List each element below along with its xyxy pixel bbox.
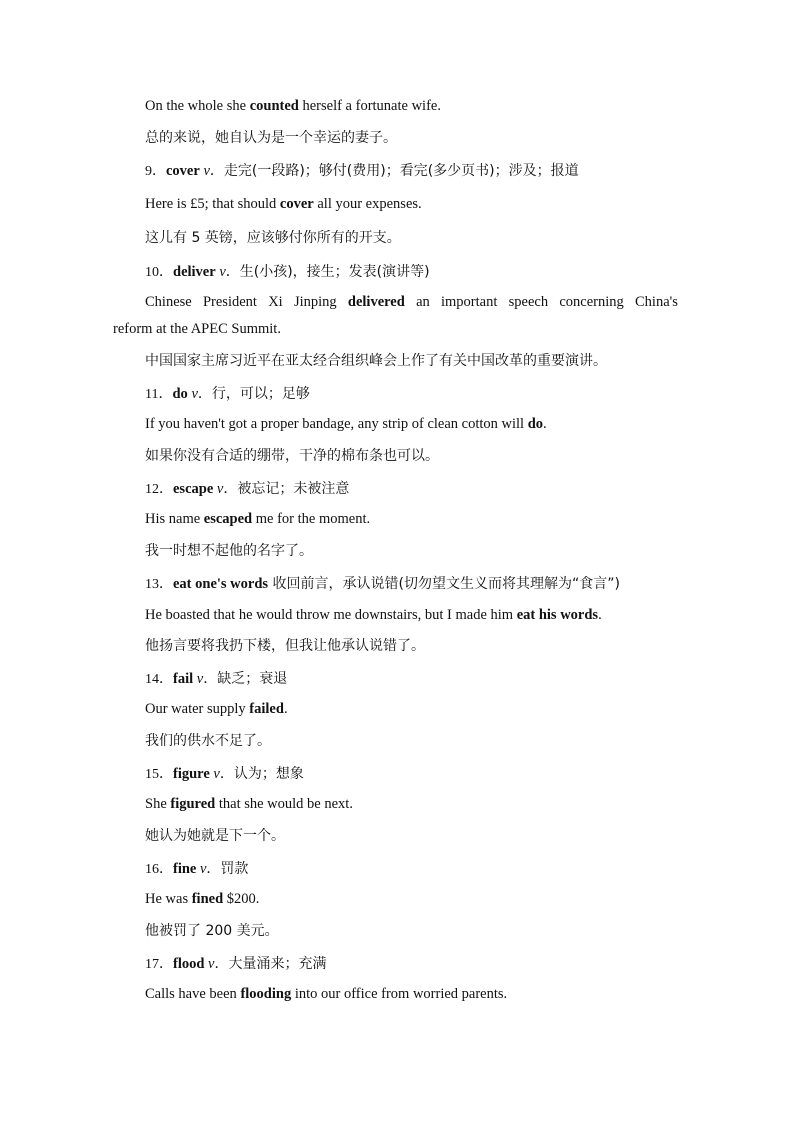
definition: ．罚款 [206,861,249,877]
word: China's [635,294,678,310]
text: He was [145,891,192,907]
text: He boasted that he would throw me downstairs, but I made him [145,607,517,623]
entry-heading [145,479,678,500]
entry-number: 10． [145,265,173,280]
example-sentence-en [145,414,678,434]
word: Jinping [293,294,337,310]
example-sentence-en [145,292,678,312]
text: into our office from worried parents. [291,986,508,1002]
part-of-speech: v [187,386,198,402]
entry-number: 14． [145,672,173,687]
text: Calls have been [145,986,241,1002]
entry-number: 11． [145,387,173,402]
part-of-speech: v [196,861,207,877]
part-of-speech: v [209,766,220,782]
entry-number: 15． [145,767,173,782]
definition: ．大量涌来；充满 [214,956,327,972]
entry-heading [145,384,678,405]
definition: ．生(小孩)，接生；发表(演讲等) [225,264,430,280]
part-of-speech: v [193,671,204,687]
example-sentence-zh: 这儿有 5 英镑，应该够付你所有的开支。 [145,230,401,246]
entry-heading [145,859,678,880]
part-of-speech: v [213,481,224,497]
text: On the whole she [145,98,250,114]
text: . [543,416,547,432]
entry-word: cover [166,163,200,179]
entry-word: escape [173,481,214,497]
keyword: escaped [203,511,253,527]
entry-word: deliver [173,264,216,280]
example-sentence-en [145,699,678,719]
text: Our water supply [145,701,250,717]
text: that she would be next. [215,796,353,812]
part-of-speech: v [199,163,210,179]
example-sentence-zh: 总的来说，她自认为是一个幸运的妻子。 [145,130,397,146]
text: Here is £5; that should [145,196,280,212]
definition: 收回前言，承认说错(切勿望文生义而将其理解为“食言”) [268,576,620,592]
example-sentence-en [145,509,678,529]
word: an [416,294,430,310]
entry-word: figure [173,766,210,782]
part-of-speech: v [204,956,215,972]
example-sentence-en [145,889,678,909]
keyword: failed [249,701,284,717]
entry-number: 12． [145,482,173,497]
text: If you haven't got a proper bandage, any strip of clean cotton will [145,416,528,432]
example-sentence-zh: 她认为她就是下一个。 [145,828,285,844]
text: She [145,796,171,812]
entry-heading [145,574,678,595]
definition: ．走完(一段路)；够付(费用)；看完(多少页书)；涉及；报道 [209,163,579,179]
entry-word: flood [173,956,205,972]
word: Xi [268,294,283,310]
word: concerning [559,294,624,310]
entry-heading [145,669,678,690]
text: . [283,701,288,717]
text: $200. [223,891,260,907]
keyword: counted [249,98,299,114]
example-sentence-en [145,794,678,814]
entry-heading [145,954,678,975]
keyword: cover [279,196,314,212]
keyword: do [527,416,544,432]
definition: ．缺乏；衰退 [203,671,288,687]
definition: ．认为；想象 [219,766,304,782]
example-sentence-en [145,984,678,1004]
example-sentence-zh: 如果你没有合适的绷带，干净的棉布条也可以。 [145,448,439,464]
entry-number: 16． [145,862,173,877]
keyword: fined [191,891,224,907]
example-sentence-zh: 中国国家主席习近平在亚太经合组织峰会上作了有关中国改革的重要演讲。 [145,353,607,369]
text: me for the moment. [252,511,371,527]
text: all your expenses. [313,196,422,212]
text: . [598,607,602,623]
word: President [202,294,257,310]
entry-word: fine [173,861,197,877]
text: His name [145,511,204,527]
entry-number: 13． [145,577,173,592]
entry-number: 9． [145,164,166,179]
entry-word: do [172,386,188,402]
example-sentence-en [145,96,678,116]
word: Chinese [145,294,192,310]
keyword: delivered [347,294,405,310]
entry-number: 17． [145,957,173,972]
entry-word: eat one's words [173,576,269,592]
example-sentence-zh: 我们的供水不足了。 [145,733,271,749]
keyword: flooding [240,986,292,1002]
example-sentence-en [145,605,678,625]
example-sentence-en [145,194,678,214]
entry-heading [145,764,678,785]
example-sentence-zh: 他扬言要将我扔下楼，但我让他承认说错了。 [145,638,425,654]
example-sentence-zh: 他被罚了 200 美元。 [145,923,279,939]
word: speech [508,294,549,310]
example-sentence-en-continued: reform at the APEC Summit. [113,321,281,337]
example-sentence-zh: 我一时想不起他的名字了。 [145,543,313,559]
keyword: eat his words [516,607,599,623]
keyword: figured [170,796,216,812]
text: herself a fortunate wife. [298,98,441,114]
definition: ．行，可以；足够 [197,386,310,402]
part-of-speech: v [215,264,226,280]
word: important [441,294,498,310]
entry-heading [145,161,678,182]
definition: ．被忘记；未被注意 [223,481,350,497]
entry-heading [145,262,678,283]
entry-word: fail [173,671,194,687]
